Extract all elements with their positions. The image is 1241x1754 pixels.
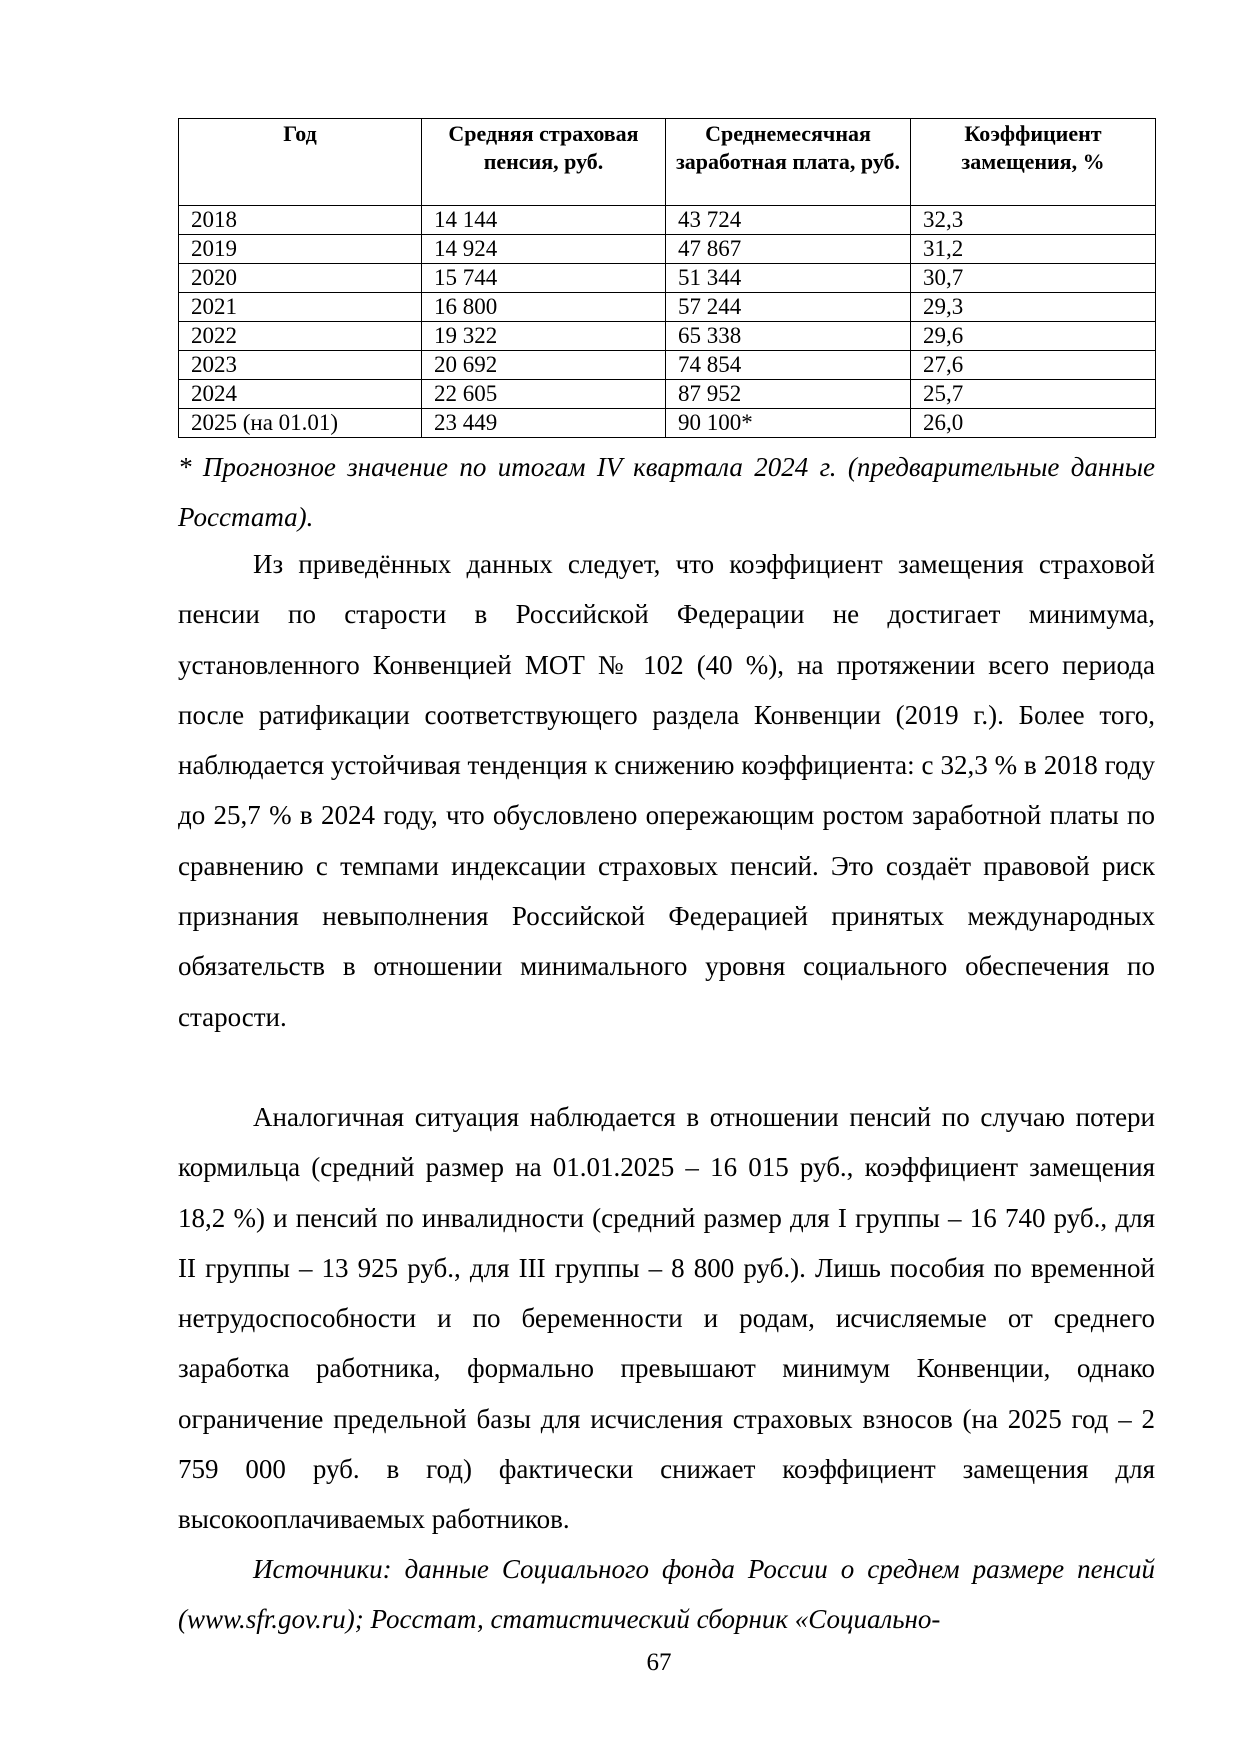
table-row bbox=[179, 206, 1156, 235]
replacement-rate-table bbox=[178, 118, 1156, 438]
body-paragraph-2: Аналогичная ситуация наблюдается в отношении пенсий по случаю потери кормильца (средний размер на 01.01.2025 – 16 015 руб., коэффициент замещения 18,2 %) и пенсий по инвалидности (средний размер для I группы – 16 740 руб., для II группы – 13 925 руб., для III группы – 8 800 руб.). Лишь пособия по временной нетрудоспособности и по беременности и родам, исчисляемые от среднего заработка работника, формально превышают минимум Конвенции, однако ограничение предельной базы для исчисления страховых взносов (на 2025 год – 2 759 000 руб. в год) фактически снижает коэффициент замещения для высокооплачиваемых работников. bbox=[178, 1102, 1155, 1535]
table-cell: 30,7 bbox=[911, 264, 1156, 293]
table-cell: 19 322 bbox=[422, 322, 666, 351]
page-number: 67 bbox=[646, 1649, 672, 1676]
table-cell: 74 854 bbox=[666, 351, 911, 380]
table-row bbox=[179, 235, 1156, 264]
table-header-row bbox=[179, 119, 1156, 206]
table-row bbox=[179, 322, 1156, 351]
table-cell: 25,7 bbox=[911, 380, 1156, 409]
header-replacement-rate: Коэффициент замещения, % bbox=[911, 119, 1156, 206]
table-cell: 2020 bbox=[179, 264, 422, 293]
table-row bbox=[179, 380, 1156, 409]
table-cell: 2024 bbox=[179, 380, 422, 409]
table-row bbox=[179, 293, 1156, 322]
table-cell: 57 244 bbox=[666, 293, 911, 322]
table-cell: 65 338 bbox=[666, 322, 911, 351]
table-cell: 90 100* bbox=[666, 409, 911, 438]
table-footnote: * Прогнозное значение по итогам IV квартала 2024 г. (предварительные данные Росстата). bbox=[178, 452, 1155, 532]
table-cell: 29,3 bbox=[911, 293, 1156, 322]
table-cell: 2025 (на 01.01) bbox=[179, 409, 422, 438]
table-cell: 26,0 bbox=[911, 409, 1156, 438]
table-row bbox=[179, 264, 1156, 293]
table-cell: 20 692 bbox=[422, 351, 666, 380]
header-average-pension: Средняя страховая пенсия, руб. bbox=[422, 119, 666, 206]
table-cell: 2019 bbox=[179, 235, 422, 264]
table-cell: 16 800 bbox=[422, 293, 666, 322]
table-cell: 2018 bbox=[179, 206, 422, 235]
table-cell: 23 449 bbox=[422, 409, 666, 438]
header-year: Год bbox=[179, 119, 422, 206]
table-cell: 47 867 bbox=[666, 235, 911, 264]
table-cell: 29,6 bbox=[911, 322, 1156, 351]
table-cell: 22 605 bbox=[422, 380, 666, 409]
table-cell: 2023 bbox=[179, 351, 422, 380]
table-cell: 43 724 bbox=[666, 206, 911, 235]
table-cell: 31,2 bbox=[911, 235, 1156, 264]
table-cell: 2021 bbox=[179, 293, 422, 322]
header-average-salary: Среднемесячная заработная плата, руб. bbox=[666, 119, 911, 206]
body-paragraph-1: Из приведённых данных следует, что коэффициент замещения страховой пенсии по старости в Российской Федерации не достигает минимума, установленного Конвенцией МОТ № 102 (40 %), на протяжении всего периода после ратификации соответствующего раздела Конвенции (2019 г.). Более того, наблюдается устойчивая тенденция к снижению коэффициента: с 32,3 % в 2018 году до 25,7 % в 2024 году, что обусловлено опережающим ростом заработной платы по сравнению с темпами индексации страховых пенсий. Это создаёт правовой риск признания невыполнения Российской Федерацией принятых международных обязательств в отношении минимального уровня социального обеспечения по старости. bbox=[178, 549, 1155, 1032]
table-cell: 51 344 bbox=[666, 264, 911, 293]
table-cell: 87 952 bbox=[666, 380, 911, 409]
table-cell: 2022 bbox=[179, 322, 422, 351]
sources-paragraph: Источники: данные Социального фонда России о среднем размере пенсий (www.sfr.gov.ru); Росстат, статистический сборник «Социально- bbox=[178, 1554, 1155, 1635]
table-row bbox=[179, 351, 1156, 380]
table-row bbox=[179, 409, 1156, 438]
table-cell: 14 144 bbox=[422, 206, 666, 235]
table-cell: 32,3 bbox=[911, 206, 1156, 235]
table-cell: 27,6 bbox=[911, 351, 1156, 380]
table-cell: 14 924 bbox=[422, 235, 666, 264]
table-cell: 15 744 bbox=[422, 264, 666, 293]
